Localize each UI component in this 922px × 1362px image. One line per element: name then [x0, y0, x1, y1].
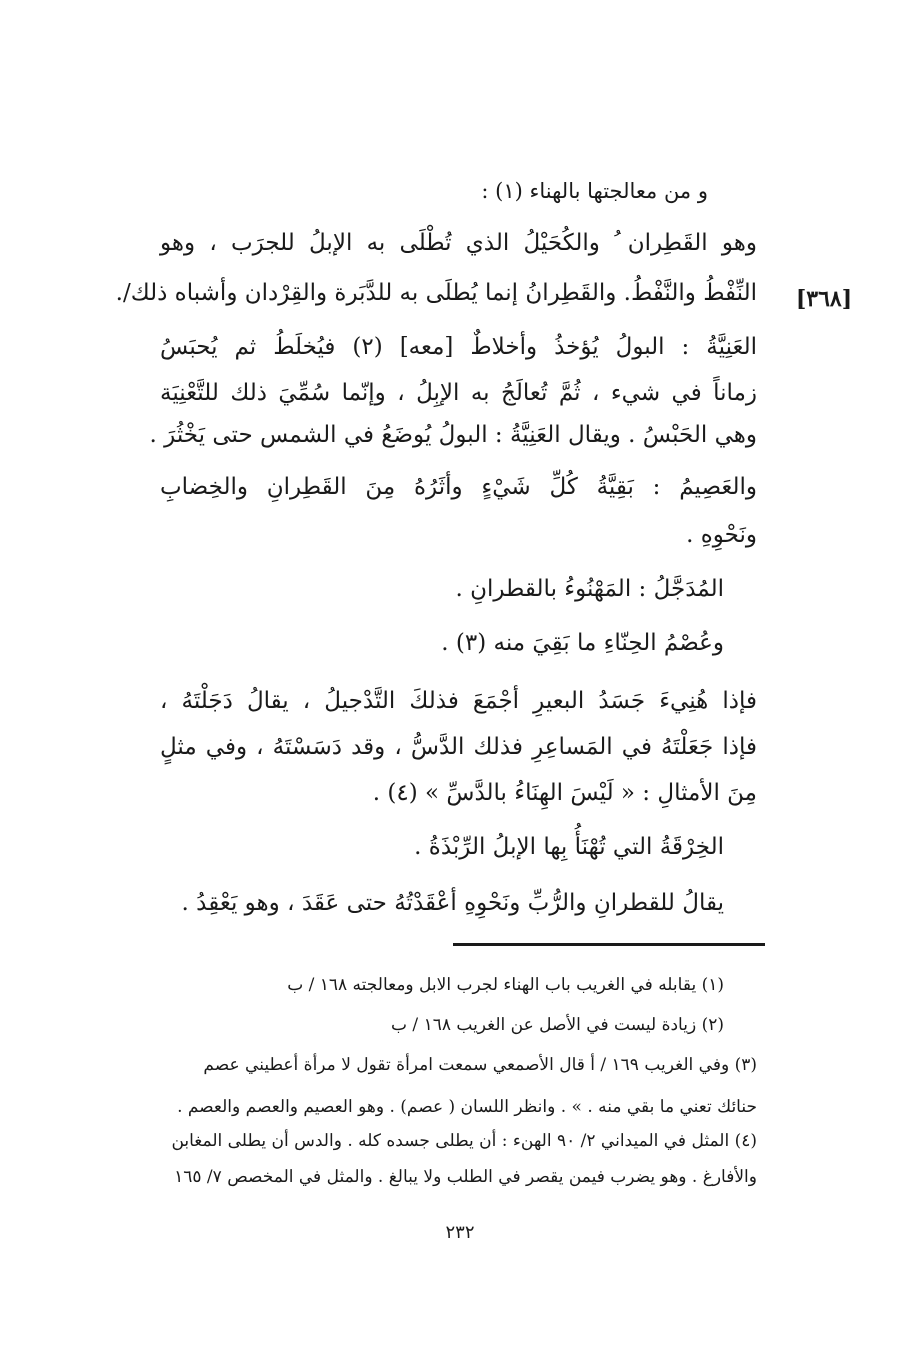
footnote-divider — [453, 943, 765, 946]
footnote-3-continued: حنائك تعني ما بقي منه . » . وانظر اللسان ( عصم) . وهو العصيم والعصم والعصم . — [177, 1097, 757, 1117]
body-line-1: وهو القَطِران ُ والكُحَيْلُ الذي تُطْلَى به الإبلُ للجرَب ، وهو — [160, 230, 757, 256]
footnote-4: (٤) المثل في الميداني ٢/ ٩٠ الهنء : أن يطلى جسده كله . والدس أن يطلى المغابن — [171, 1131, 757, 1151]
footnote-2: (٢) زيادة ليست في الأصل عن الغريب ١٦٨ / ب — [391, 1015, 724, 1035]
section-heading: و من معالجتها بالهناء (١) : — [481, 179, 708, 203]
body-line-13: الخِرْقَةُ التي تُهْنَأُ بِها الإبلُ الرِّبْذَةُ . — [414, 834, 724, 860]
body-line-7: ونَحْوِهِ . — [686, 522, 757, 548]
margin-page-marker: [٣٦٨] — [795, 286, 853, 312]
body-line-6: والعَصِيمُ : بَقِيَّةُ كُلِّ شَيْءٍ وأثَرُهُ مِنَ القَطِرانِ والخِضابِ — [160, 474, 757, 500]
body-line-8: المُدَجَّلُ : المَهْنُوءُ بالقطرانِ . — [455, 576, 724, 602]
body-line-14: يقالُ للقطرانِ والرُّبِّ ونَحْوِهِ أعْقَدْتُهُ حتى عَقَدَ ، وهو يَعْقِدُ . — [181, 890, 724, 916]
body-line-12: مِنَ الأمثالِ : « لَيْسَ الهِنَاءُ بالدَّسِّ » (٤) . — [372, 780, 757, 806]
page-number: ٢٣٢ — [445, 1222, 475, 1243]
footnote-3: (٣) وفي الغريب ١٦٩ / أ قال الأصمعي سمعت امرأة تقول لا مرأة أعطيني عصم — [203, 1055, 757, 1075]
body-line-3: العَنِيَّةُ : البولُ يُؤخذُ وأخلاطٌ [معه] (٢) فيُخلَطُ ثم يُحبَسُ — [160, 334, 758, 360]
footnote-1: (١) يقابله في الغريب باب الهناء لجرب الابل ومعالجته ١٦٨ / ب — [287, 975, 724, 995]
body-line-10: فإذا هُنِيءَ جَسَدُ البعيرِ أجْمَعَ فذلكَ التَّدْجيلُ ، يقالُ دَجَلْتَهُ ، — [160, 688, 757, 714]
body-line-11: فإذا جَعَلْتَهُ في المَساعِرِ فذلك الدَّسُّ ، وقد دَسَسْتَهُ ، وفي مثلٍ — [160, 734, 757, 760]
body-line-9: وعُصْمُ الحِنّاءِ ما بَقِيَ منه (٣) . — [441, 630, 724, 656]
body-line-5: وهي الحَبْسُ . ويقال العَنِيَّةُ : البولُ يُوضَعُ في الشمس حتى يَخْثُرَ . — [149, 422, 757, 448]
footnote-4-continued: والأفارغ . وهو يضرب فيمن يقصر في الطلب ولا يبالغ . والمثل في المخصص ٧/ ١٦٥ — [174, 1167, 757, 1187]
body-line-2: النِّفْطُ والنَّفْطُ. والقَطِرانُ إنما يُطلَى به للدَّبَرة والقِرْدان وأشباه ذلك/. — [115, 280, 757, 306]
body-line-4: زماناً في شيء ، ثُمَّ تُعالَجُ به الإبِلُ ، وإنّما سُمِّيَ ذلك للتَّعْنِيَة — [160, 380, 757, 406]
